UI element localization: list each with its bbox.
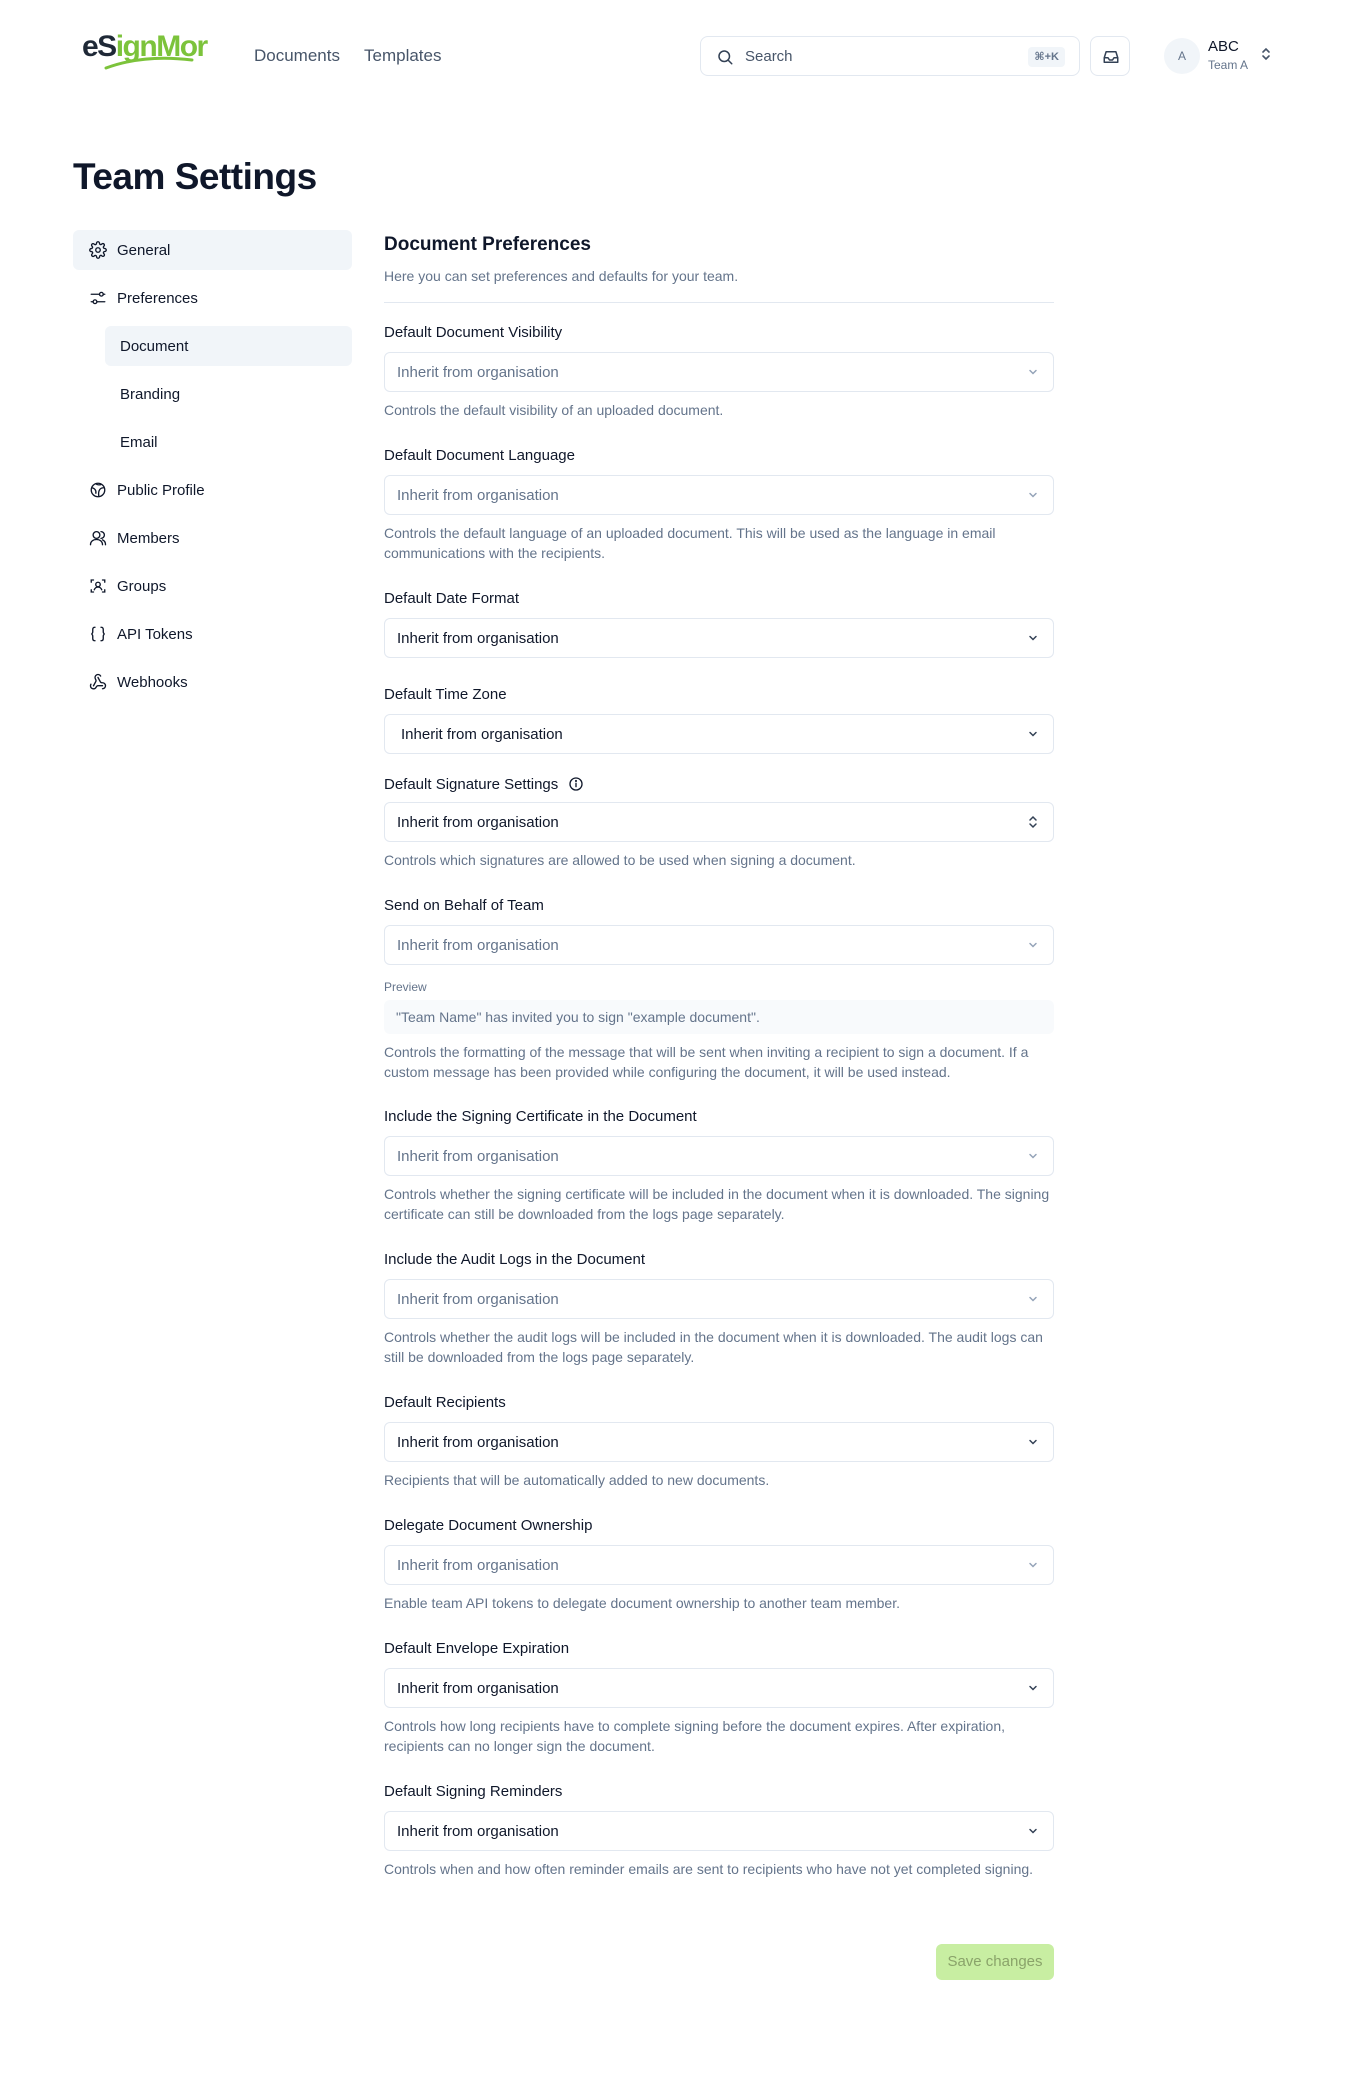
field-help-delegate-ownership: Enable team API tokens to delegate document ownership to another team member. bbox=[384, 1595, 900, 1611]
sidebar-item-label: Public Profile bbox=[117, 482, 205, 499]
gear-icon bbox=[89, 241, 107, 259]
select-value: Inherit from organisation bbox=[397, 1148, 559, 1165]
select-value: Inherit from organisation bbox=[397, 487, 559, 504]
field-label-signature-settings bbox=[384, 776, 584, 793]
search-placeholder: Search bbox=[745, 48, 793, 65]
field-label-date-format: Default Date Format bbox=[384, 590, 520, 607]
search-icon bbox=[716, 48, 734, 66]
account-switcher-icon[interactable] bbox=[1260, 46, 1272, 62]
chevron-down-icon bbox=[1027, 939, 1039, 951]
field-label-audit-logs: Include the Audit Logs in the Document bbox=[384, 1251, 646, 1268]
field-help-audit-logs: Controls whether the audit logs will be included in the document when it is downloaded. The audit logs can still be downloaded from the logs page separately. bbox=[384, 1329, 1043, 1365]
logo-text-part2: ign bbox=[115, 30, 157, 63]
chevron-down-icon bbox=[1027, 1825, 1039, 1837]
save-changes-button[interactable]: Save changes bbox=[936, 1944, 1054, 1980]
preview-label: Preview bbox=[384, 980, 427, 994]
select-value: Inherit from organisation bbox=[397, 1823, 559, 1840]
signing-certificate-select[interactable] bbox=[384, 1136, 1054, 1176]
field-help-signing-certificate: Controls whether the signing certificate will be included in the document when it is downloaded. The signing certificate can still be downloaded from the logs page separately. bbox=[384, 1186, 1050, 1222]
document-language-select[interactable] bbox=[384, 475, 1054, 515]
chevron-down-icon bbox=[1027, 632, 1039, 644]
preview-message bbox=[384, 1000, 1054, 1034]
sidebar-item-members[interactable] bbox=[73, 518, 352, 558]
chevron-down-icon bbox=[1027, 366, 1039, 378]
time-zone-select[interactable] bbox=[384, 714, 1054, 754]
delegate-ownership-select[interactable] bbox=[384, 1545, 1054, 1585]
sidebar-item-email[interactable] bbox=[105, 422, 352, 462]
sidebar-item-document[interactable] bbox=[105, 326, 352, 366]
sidebar-item-public-profile[interactable] bbox=[73, 470, 352, 510]
field-help-envelope-expiration: Controls how long recipients have to complete signing before the document expires. After expiration, recipients can no longer sign the document. bbox=[384, 1718, 1006, 1754]
nav-templates[interactable]: Templates bbox=[364, 46, 442, 65]
logo-text-part3: Mor bbox=[156, 30, 207, 63]
chevron-down-icon bbox=[1027, 1293, 1039, 1305]
select-value: Inherit from organisation bbox=[397, 1434, 559, 1451]
sidebar-item-label: Document bbox=[120, 338, 189, 355]
field-label-signing-reminders: Default Signing Reminders bbox=[384, 1783, 563, 1800]
select-value: Inherit from organisation bbox=[397, 937, 559, 954]
send-on-behalf-select[interactable] bbox=[384, 925, 1054, 965]
inbox-icon bbox=[1102, 48, 1120, 66]
field-help-default-recipients: Recipients that will be automatically added to new documents. bbox=[384, 1472, 770, 1488]
section-divider bbox=[384, 302, 1054, 303]
sidebar-item-label: Groups bbox=[117, 578, 167, 595]
sidebar-item-webhooks[interactable] bbox=[73, 662, 352, 702]
webhook-icon bbox=[89, 673, 107, 691]
sidebar-item-label: Branding bbox=[120, 386, 181, 403]
field-label-document-language: Default Document Language bbox=[384, 447, 575, 464]
chevron-down-icon bbox=[1027, 728, 1039, 740]
sidebar-item-branding[interactable] bbox=[105, 374, 352, 414]
sidebar-item-label: API Tokens bbox=[117, 626, 193, 643]
select-value: Inherit from organisation bbox=[397, 814, 559, 831]
section-description: Here you can set preferences and defaults for your team. bbox=[384, 268, 739, 284]
field-label-default-recipients: Default Recipients bbox=[384, 1394, 506, 1411]
esignmor-logo[interactable] bbox=[82, 26, 212, 78]
braces-icon bbox=[89, 625, 107, 643]
search-shortcut: ⌘+K bbox=[1028, 47, 1065, 67]
chevrons-up-down-icon bbox=[1027, 815, 1039, 829]
field-help-document-visibility: Controls the default visibility of an uploaded document. bbox=[384, 402, 724, 418]
search-input[interactable] bbox=[700, 36, 1080, 76]
select-value: Inherit from organisation bbox=[397, 1291, 559, 1308]
field-label-text: Default Signature Settings bbox=[384, 776, 559, 793]
document-visibility-select[interactable] bbox=[384, 352, 1054, 392]
sidebar-item-groups[interactable] bbox=[73, 566, 352, 606]
select-value: Inherit from organisation bbox=[397, 630, 559, 647]
nav-documents[interactable]: Documents bbox=[254, 46, 340, 65]
select-value: Inherit from organisation bbox=[397, 1680, 559, 1697]
select-value: Inherit from organisation bbox=[397, 364, 559, 381]
select-value: Inherit from organisation bbox=[397, 1557, 559, 1574]
sidebar-item-api-tokens[interactable] bbox=[73, 614, 352, 654]
chevron-down-icon bbox=[1027, 489, 1039, 501]
sidebar-item-preferences[interactable] bbox=[73, 278, 352, 318]
sidebar-item-label: Email bbox=[120, 434, 158, 451]
date-format-select[interactable] bbox=[384, 618, 1054, 658]
chevron-down-icon bbox=[1027, 1559, 1039, 1571]
globe-icon bbox=[89, 481, 107, 499]
field-label-send-on-behalf: Send on Behalf of Team bbox=[384, 897, 544, 914]
sidebar-item-label: Preferences bbox=[117, 290, 198, 307]
field-label-document-visibility: Default Document Visibility bbox=[384, 324, 563, 341]
sidebar-item-label: Members bbox=[117, 530, 180, 547]
sidebar-item-general[interactable] bbox=[73, 230, 352, 270]
logo-text-part1: eS bbox=[82, 30, 116, 63]
default-recipients-select[interactable] bbox=[384, 1422, 1054, 1462]
chevron-down-icon bbox=[1027, 1682, 1039, 1694]
field-label-signing-certificate: Include the Signing Certificate in the Document bbox=[384, 1108, 697, 1125]
sidebar-item-label: General bbox=[117, 242, 171, 259]
sidebar-item-label: Webhooks bbox=[117, 674, 188, 691]
field-help-signature-settings: Controls which signatures are allowed to be used when signing a document. bbox=[384, 852, 856, 868]
inbox-button[interactable] bbox=[1090, 36, 1130, 76]
field-help-send-on-behalf: Controls the formatting of the message that will be sent when inviting a recipient to sign a document. If a custom message has been provided while configuring the document, it will be used instead. bbox=[384, 1044, 1029, 1080]
chevron-down-icon bbox=[1027, 1150, 1039, 1162]
section-title: Document Preferences bbox=[384, 234, 591, 255]
envelope-expiration-select[interactable] bbox=[384, 1668, 1054, 1708]
signing-reminders-select[interactable] bbox=[384, 1811, 1054, 1851]
group-icon bbox=[89, 577, 107, 595]
audit-logs-select[interactable] bbox=[384, 1279, 1054, 1319]
field-label-delegate-ownership: Delegate Document Ownership bbox=[384, 1517, 593, 1534]
preview-text: "Team Name" has invited you to sign "example document". bbox=[396, 1009, 760, 1025]
field-help-signing-reminders: Controls when and how often reminder emails are sent to recipients who have not yet completed signing. bbox=[384, 1861, 1034, 1877]
account-team[interactable]: Team A bbox=[1208, 58, 1249, 72]
signature-settings-select[interactable] bbox=[384, 802, 1054, 842]
top-header bbox=[0, 0, 1348, 112]
select-value: Inherit from organisation bbox=[401, 726, 563, 743]
avatar[interactable]: A bbox=[1164, 38, 1200, 74]
chevron-down-icon bbox=[1027, 1436, 1039, 1448]
field-label-envelope-expiration: Default Envelope Expiration bbox=[384, 1640, 570, 1657]
page-title: Team Settings bbox=[73, 156, 317, 197]
sliders-icon bbox=[89, 289, 107, 307]
field-label-time-zone: Default Time Zone bbox=[384, 686, 507, 703]
user-icon bbox=[89, 529, 107, 547]
field-help-document-language: Controls the default language of an uploaded document. This will be used as the language in email communications with the recipients. bbox=[384, 525, 996, 561]
logo-swoosh-icon bbox=[104, 56, 194, 70]
account-name[interactable]: ABC bbox=[1208, 38, 1239, 55]
info-icon[interactable] bbox=[568, 776, 584, 792]
